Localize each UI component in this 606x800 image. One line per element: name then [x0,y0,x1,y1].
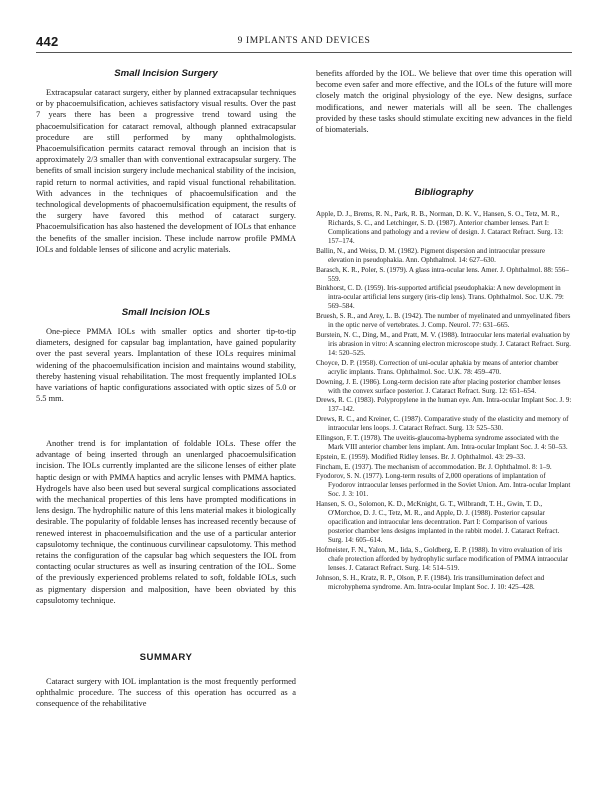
reference-item: Ballin, N., and Weiss, D. M. (1982). Pigment dispersion and intraocular pressure elevation in pseudophakia. Ann. Ophthalmol. 14: 627–630. [316,246,546,264]
reference-item: Hofmeister, F. N., Yalon, M., Iida, S., Goldberg, E. P. (1988). In vitro evaluation of iris chafe protection afforded by hydrophylic surface modification of PMMA intraocular lenses. J. Cataract Refract. Surg. 14: 514–519. [316,545,568,572]
reference-item: Johnson, S. H., Kratz, R. P., Olson, P. F. (1984). Iris transillumination defect and microhyphema syndrome. Am. Intra-ocular Implant Soc. J. 10: 425–428. [316,573,545,591]
section-heading-summary: SUMMARY [139,652,193,663]
reference-item: Burstein, N. C., Ding, M., and Pratt, M. V. (1988). Intraocular lens material evaluation by iris abrasion in vitro: A scanning electron microscope study. J. Cataract Refract. Surg. 14: 520–525. [316,330,571,357]
paragraph: Cataract surgery with IOL implantation is the most frequently performed ophthalmic procedure. The success of this operation has occurred as a consequence of the rehabilitative [36,677,296,709]
reference-item: Hansen, S. O., Solomon, K. D., McKnight, G. T., Wilbrandt, T. H., Gwin, T. D., O'Morchoe, D. J. C., Tetz, M. R., and Apple, D. J. (1988). Posterior capsular opacification and intraocular lens decentration. Part I: Comparison of various posterior chamber lens designs implanted in the rabbit model. J. Cataract Refract. Surg. 14: 605–614. [316,500,560,545]
reference-item: Epstein, E. (1959). Modified Ridley lenses. Br. J. Ophthalmol. 43: 29–33. [316,452,526,461]
reference-item: Ellingson, F. T. (1978). The uveitis-glaucoma-hyphema syndrome associated with the Mark VIII anterior chamber lens implant. Am. Intra-ocular Implant Soc. J. 4: 50–53. [316,433,568,451]
reference-item: Drews, R. C., and Kreiner, C. (1987). Comparative study of the elasticity and memory of intraocular lens loops. J. Cataract Refract. Surg. 13: 525–530. [316,415,569,433]
section-heading-bibliography: Bibliography [414,187,474,198]
section-heading-small-incision-iols: Small Incision IOLs [121,307,211,318]
reference-item: Bruesh, S. R., and Arey, L. B. (1942). The number of myelinated and unmyelinated fibers in the optic nerve of vertebrates. J. Comp. Neurol. 77: 631–665. [316,312,571,330]
reference-item: Choyce, D. P. (1958). Correction of uni-ocular aphakia by means of anterior chamber acrylic implants. Trans. Ophthalmol. Soc. U.K. 78: 459–470. [316,358,559,376]
reference-item: Fincham, E. (1937). The mechanism of accommodation. Br. J. Ophthalmol. 8: 1–9. [316,462,552,471]
page-header [36,34,572,53]
paragraph: One-piece PMMA IOLs with smaller optics and shorter tip-to-tip diameters, designed for capsular bag implantation, have gained popularity over the past several years. Implantation of these IOLs requires minimal widening of the phacoemulsification incision and maintains wound stability, thereby hastening visual rehabilitation. The most frequently implanted IOLs have variations of haptic configurations associated with optic sizes of 5.0 or 5.5 mm. [36,327,296,404]
reference-item: Drews, R. C. (1983). Polypropylene in the human eye. Am. Intra-ocular Implant Soc. J. 9: 137–142. [316,396,572,414]
paragraph: Extracapsular cataract surgery, either by planned extracapsular techniques or by phacoemulsification, achieves satisfactory visual results. Over the past 7 years there has been a progressive trend toward using the phacoemulsification for cataract removal, although planned extracapsular procedure are still performed by many ophthalmologists. Phacoemulsification permits cataract removal through an incision that is approximately 2/3 smaller than with conventional extracapsular surgery. The benefits of small incision surgery include mechanical stability of the incision, rapid return to normal activities, and rapid visual functional rehabilitation. With advances in the techniques of phacoemulsification and the technological developments of phacoemulsification equipment, the results of the surgery have favored this method of cataract surgery. Phacoemulsification has also hastened the development of IOLs that enhance the benefits of the smaller incision. These include narrow profile PMMA IOLs and foldable lenses of silicone and acrylic materials. [36,88,296,254]
reference-item: Binkhorst, C. D. (1959). Iris-supported artificial pseudophakia: A new development in intra-ocular artificial lens surgery (iris-clip lens). Trans. Ophthalmol. Soc. U.K. 79: 569–584. [316,284,564,311]
running-head: 9 IMPLANTS AND DEVICES [237,36,371,46]
reference-item: Fyodorov, S. N. (1977). Long-term results of 2,000 operations of implantation of Fyodorov intraocular lenses performed in the Soviet Union. Am. Intra-ocular Implant Soc. J. 3: 101. [316,472,571,499]
section-heading-small-incision-surgery: Small Incision Surgery [114,68,218,79]
reference-item: Apple, D. J., Brems, R. N., Park, R. B., Norman, D. K. V., Hansen, S. O., Tetz, M. R., Richards, S. C., and Letchinger, S. D. (1987). Anterior chamber lenses. Part I: Complications and pathology and a review of design. J. Cataract Refract. Surg. 13: 157–174. [316,210,564,245]
reference-item: Barasch, K. R., Poler, S. (1979). A glass intra-ocular lens. Amer. J. Ophthalmol. 88: 556–559. [316,265,569,283]
reference-item: Downing, J. E. (1986). Long-term decision rate after placing posterior chamber lenses with the convex surface posterior. J. Cataract Refract. Surg. 12: 651–654. [316,377,561,395]
paragraph: Another trend is for implantation of foldable IOLs. These offer the advantage of being inserted through an unenlarged phacoemulsification incision. The IOLs currently implanted are the silicone lenses of either plate haptic design or with PMMA haptics and acrylic lenses with PMMA haptics. Hydrogels have also been used but several surgical complications associated with the mechanical properties of this lens have prompted modifications in lens design. The hydrophilic nature of this lens material makes it biologically desirable. The popularity of foldable lenses has increased recently because of renewed interest in phacoemulsification and the use of a particular anterior capsulotomy technique, the continuous curvilinear capsulotomy. This method retains the configuration of the capsular bag which sequesters the IOL from contacting ocular structures as well as insuring centration of the IOL. Some of the previously experienced problems related to soft, foldable IOLs, such as pigmentary dispersion and malposition, have been obviated by this capsulotomy technique. [36,439,296,605]
page-number: 442 [36,34,59,49]
paragraph-continuation: benefits afforded by the IOL. We believe that over time this operation will become even safer and more effective, and the IOLs of the future will more closely match the original physiology of the eye. New designs, surface modifications, and newer materials will all be seen. The challenges provided by these tasks should stimulate exciting new advances in the field of biomaterials. [316,69,572,135]
reference-list [316,210,572,593]
